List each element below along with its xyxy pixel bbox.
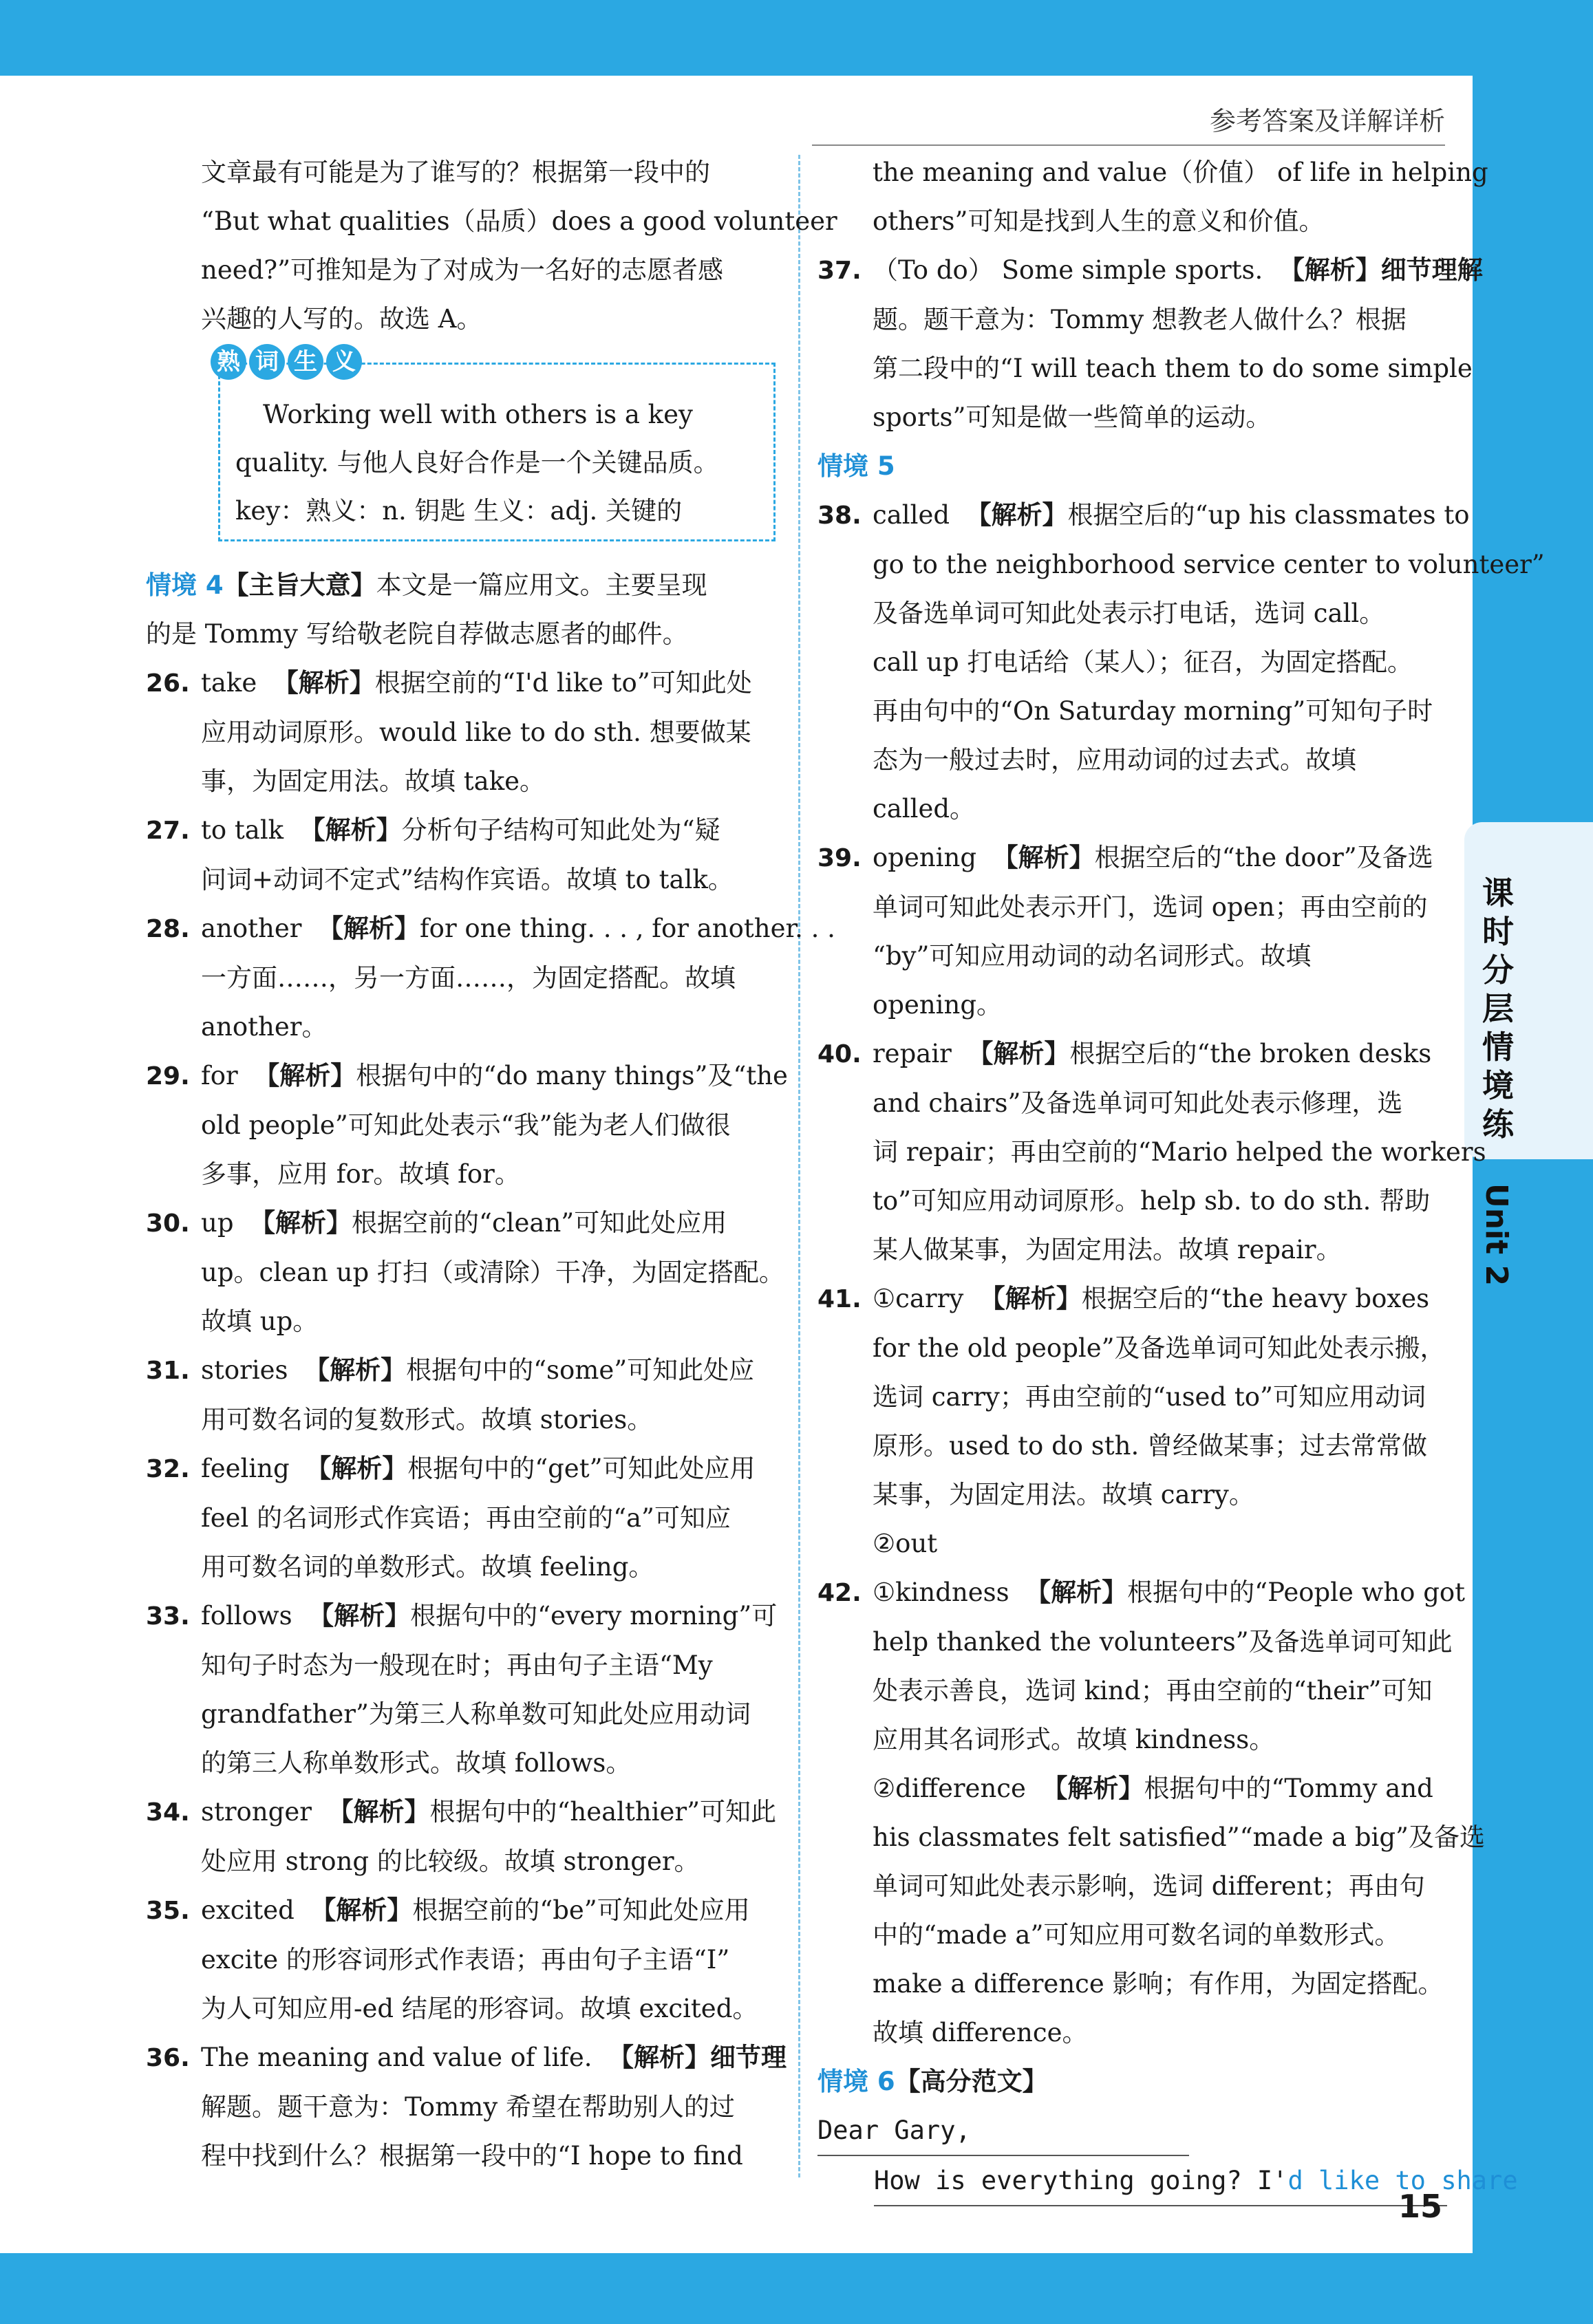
text-line: 第二段中的“I will teach them to do some simple xyxy=(873,354,1473,383)
letter-body-start: How is everything going? I' xyxy=(874,2166,1288,2195)
item-number: 33. xyxy=(146,1602,190,1631)
vocab-line: key：熟义：n. 钥匙 生义：adj. 关键的 xyxy=(235,496,683,526)
text-line: “by”可知应用动词的动名词形式。故填 xyxy=(873,941,1312,971)
vocab-label-char: 生 xyxy=(288,344,323,380)
text-line: 故填 up。 xyxy=(201,1306,319,1336)
item-tag: 【解析】 xyxy=(967,1039,1070,1068)
text-line: 文章最有可能是为了谁写的？根据第一段中的 xyxy=(201,158,710,187)
item-number: 42. xyxy=(817,1579,862,1607)
section-label: 情境 5 xyxy=(817,451,895,481)
text-line: 处表示善良，选词 kind；再由空前的“their”可知 xyxy=(873,1676,1433,1706)
answer-item xyxy=(146,658,779,708)
item-answer: up xyxy=(201,1208,234,1238)
text-line: and chairs”及备选单词可知此处表示修理，选 xyxy=(873,1088,1403,1118)
item-number: 34. xyxy=(146,1798,190,1827)
item-tag: 【解析】 xyxy=(1042,1774,1144,1803)
text-line: 事，为固定用法。故填 take。 xyxy=(201,766,546,796)
answer-item xyxy=(817,491,1470,540)
item-tag: 【解析】 xyxy=(328,1797,430,1827)
item-number: 32. xyxy=(146,1455,190,1483)
section-label: 情境 4 xyxy=(146,570,224,600)
text-line: 的第三人称单数形式。故填 follows。 xyxy=(201,1748,632,1778)
item-tag: 【解析】 xyxy=(992,843,1095,872)
text-line: grandfather”为第三人称单数可知此处应用动词 xyxy=(201,1699,751,1729)
text-line: 多事，应用 for。故填 for。 xyxy=(201,1159,520,1189)
text-line: 应用动词原形。would like to do sth. 想要做某 xyxy=(201,718,751,747)
section-5-heading xyxy=(817,442,1447,491)
text-line: 再由句中的“On Saturday morning”可知句子时 xyxy=(873,696,1433,726)
item-text: 根据句中的“some”可知此处应 xyxy=(406,1355,755,1385)
answer-item xyxy=(817,1568,1466,1617)
item-number: 41. xyxy=(817,1285,862,1313)
section-tag: 【高分范文】 xyxy=(895,2067,1048,2096)
item-text: 分析句子结构可知此处为“疑 xyxy=(401,815,720,845)
section-6-heading xyxy=(817,2057,1447,2106)
item-tag: 【解析】 xyxy=(979,1284,1082,1313)
header-title: 参考答案及详解详析 xyxy=(1209,106,1445,136)
answer-subitem xyxy=(817,1764,1447,1813)
item-answer: called xyxy=(873,500,950,530)
item-number: 36. xyxy=(146,2044,190,2072)
item-tag: 【解析】 xyxy=(306,1454,408,1483)
text-line: 处应用 strong 的比较级。故填 stronger。 xyxy=(201,1847,700,1876)
text-line: his classmates felt satisfied”“made a big”及备选 xyxy=(873,1822,1485,1852)
answer-list xyxy=(146,658,835,2180)
item-tag: 【解析】细节理 xyxy=(608,2043,787,2072)
text-line: 某事，为固定用法。故填 carry。 xyxy=(873,1480,1254,1509)
text-line: 原形。used to do sth. 曾经做某事；过去常常做 xyxy=(873,1431,1427,1461)
answer-item xyxy=(146,806,779,855)
section-tag: 【主旨大意】 xyxy=(223,570,376,600)
text-line: 知句子时态为一般现在时；再由句子主语“My xyxy=(201,1650,713,1680)
answer-item xyxy=(817,246,1483,295)
answer-item xyxy=(146,1886,779,1935)
item-answer: take xyxy=(201,668,257,698)
item-text: for one thing. . . , for another. . . xyxy=(419,914,835,943)
item-answer: ②difference xyxy=(873,1774,1026,1803)
item-answer: another xyxy=(201,914,302,943)
item-tag: 【解析】 xyxy=(250,1208,352,1238)
item-text: 根据空后的“up his classmates to xyxy=(1067,500,1470,530)
item-number: 29. xyxy=(146,1062,190,1090)
item-number: 28. xyxy=(146,915,190,943)
item-text: 根据空后的“the door”及备选 xyxy=(1094,843,1433,872)
item-answer: repair xyxy=(873,1039,952,1068)
text-line: 题。题干意为：Tommy 想教老人做什么？根据 xyxy=(873,305,1407,334)
letter-greeting-line xyxy=(817,2106,1447,2156)
item-answer: stronger xyxy=(201,1797,312,1827)
item-tag: 【解析】 xyxy=(1025,1578,1128,1607)
text-line: opening。 xyxy=(873,990,1003,1020)
item-text: 根据空前的“be”可知此处应用 xyxy=(412,1895,750,1925)
answer-item xyxy=(146,2033,787,2083)
text-line: 及备选单词可知此处表示打电话，选词 call。 xyxy=(873,599,1385,628)
answer-item xyxy=(146,1051,788,1101)
text-line: 态为一般过去时，应用动词的过去式。故填 xyxy=(873,745,1356,775)
letter-body-typed: d like to share xyxy=(1287,2166,1518,2195)
text-line: need?”可推知是为了对成为一名好的志愿者感 xyxy=(201,255,724,285)
answer-item xyxy=(817,1029,1447,1079)
header-rule xyxy=(812,144,1445,146)
item-text: 根据空前的“clean”可知此处应用 xyxy=(352,1208,727,1238)
text-line: help thanked the volunteers”及备选单词可知此 xyxy=(873,1627,1453,1657)
item-text: 根据句中的“Tommy and xyxy=(1144,1774,1433,1803)
text-line: 兴趣的人写的。故选 A。 xyxy=(201,304,482,334)
text-line: 某人做某事，为固定用法。故填 repair。 xyxy=(873,1235,1342,1265)
item-answer: feeling xyxy=(201,1454,290,1483)
item-tag: 【解析】细节理解 xyxy=(1279,255,1483,285)
item-text: 根据句中的“People who got xyxy=(1127,1578,1466,1607)
unit-label: Unit 2 xyxy=(1479,1183,1514,1287)
text-line: excite 的形容词形式作表语；再由句子主语“I” xyxy=(201,1945,730,1975)
answer-item xyxy=(146,1346,779,1395)
answer-item xyxy=(146,1444,779,1494)
text-line: 一方面……，另一方面……，为固定搭配。故填 xyxy=(201,963,736,993)
item-number: 40. xyxy=(817,1040,862,1068)
text-line: 的是 Tommy 写给敬老院自荐做志愿者的邮件。 xyxy=(146,619,688,649)
item-answer: （To do） Some simple sports. xyxy=(873,255,1263,285)
item-tag: 【解析】 xyxy=(254,1061,356,1090)
item-number: 39. xyxy=(817,844,862,872)
item-tag: 【解析】 xyxy=(308,1601,411,1631)
text-line: 解题。题干意为：Tommy 希望在帮助别人的过 xyxy=(201,2092,735,2122)
section-label: 情境 6 xyxy=(817,2067,895,2096)
answer-item xyxy=(817,833,1447,883)
answer-item xyxy=(146,904,835,954)
left-column xyxy=(146,148,837,2180)
text-line: to”可知应用动词原形。help sb. to do sth. 帮助 xyxy=(873,1186,1431,1216)
item-number: 35. xyxy=(146,1897,190,1925)
item-tag: 【解析】 xyxy=(310,1895,413,1925)
text-line: 应用其名词形式。故填 kindness。 xyxy=(873,1725,1275,1754)
text-line: 词 repair；再由空前的“Mario helped the workers xyxy=(873,1137,1486,1167)
item-tag: 【解析】 xyxy=(272,668,375,698)
item-tag: 【解析】 xyxy=(304,1355,407,1385)
column-divider xyxy=(798,155,800,2177)
item-text: 根据句中的“healthier”可知此 xyxy=(429,1797,777,1827)
answer-item xyxy=(146,1591,779,1641)
page-number: 15 xyxy=(1398,2188,1443,2225)
section-text: 本文是一篇应用文。主要呈现 xyxy=(376,570,707,600)
item-answer: to talk xyxy=(201,815,284,845)
item-text: 根据句中的“get”可知此处应用 xyxy=(407,1454,756,1483)
text-line: go to the neighborhood service center to volunteer” xyxy=(873,550,1545,579)
item-number: 26. xyxy=(146,669,190,698)
text-line: 为人可知应用-ed 结尾的形容词。故填 excited。 xyxy=(201,1994,758,2023)
text-line: 用可数名词的单数形式。故填 feeling。 xyxy=(201,1552,654,1582)
text-line: 程中找到什么？根据第一段中的“I hope to find xyxy=(201,2141,743,2171)
item-number: 37. xyxy=(817,257,862,285)
text-line: 故填 difference。 xyxy=(873,2018,1088,2047)
text-line: feel 的名词形式作宾语；再由空前的“a”可知应 xyxy=(201,1503,731,1533)
text-line: ②out xyxy=(873,1529,938,1558)
item-text: 根据空后的“the heavy boxes xyxy=(1081,1284,1430,1313)
text-line: 单词可知此处表示影响，选词 different；再由句 xyxy=(873,1871,1425,1901)
text-line: 选词 carry；再由空前的“used to”可知应用动词 xyxy=(873,1382,1426,1412)
section-4-heading xyxy=(146,561,779,610)
text-line: 问词+动词不定式”结构作宾语。故填 to talk。 xyxy=(201,865,734,894)
vocab-label-char: 词 xyxy=(249,344,285,380)
item-answer: ①carry xyxy=(873,1284,964,1313)
vocab-line: quality. 与他人良好合作是一个关键品质。 xyxy=(235,448,719,477)
text-line: the meaning and value（价值） of life in helping xyxy=(873,158,1488,187)
answer-item xyxy=(817,1274,1447,1324)
text-line: 中的“made a”可知应用可数名词的单数形式。 xyxy=(873,1920,1400,1950)
text-line: call up 打电话给（某人）；征召，为固定搭配。 xyxy=(873,647,1413,677)
vocab-line: Working well with others is a key xyxy=(263,400,693,429)
item-text: 根据句中的“every morning”可 xyxy=(410,1601,778,1631)
answer-item xyxy=(146,1787,779,1837)
text-line: 单词可知此处表示开门，选词 open；再由空前的 xyxy=(873,892,1428,922)
item-number: 31. xyxy=(146,1357,190,1385)
text-line: sports”可知是做一些简单的运动。 xyxy=(873,402,1272,432)
item-number: 27. xyxy=(146,817,190,845)
item-tag: 【解析】 xyxy=(299,815,402,845)
text-line: “But what qualities（品质）does a good volunteer xyxy=(201,206,837,236)
vocab-label xyxy=(211,344,362,380)
item-number: 38. xyxy=(817,502,862,530)
text-line: another。 xyxy=(201,1012,328,1042)
text-line: make a difference 影响；有作用，为固定搭配。 xyxy=(873,1969,1444,1999)
item-answer: The meaning and value of life. xyxy=(201,2043,592,2072)
item-number: 30. xyxy=(146,1209,190,1238)
vocab-label-char: 义 xyxy=(326,344,362,380)
item-tag: 【解析】 xyxy=(317,914,420,943)
side-tab-label: 课时分层情境练 xyxy=(1482,874,1514,1143)
vocab-label-char: 熟 xyxy=(211,344,246,380)
text-line: old people”可知此处表示“我”能为老人们做很 xyxy=(201,1110,731,1140)
letter-body-line xyxy=(874,2156,1518,2206)
item-answer: opening xyxy=(873,843,977,872)
letter-greeting: Dear Gary, xyxy=(817,2106,1189,2156)
item-text: 根据空后的“the broken desks xyxy=(1069,1039,1432,1068)
item-answer: for xyxy=(201,1061,238,1090)
text-line: called。 xyxy=(873,794,976,824)
item-answer: stories xyxy=(201,1355,288,1385)
item-text: 根据句中的“do many things”及“the xyxy=(356,1061,788,1090)
text-line: 用可数名词的复数形式。故填 stories。 xyxy=(201,1405,653,1434)
answer-item xyxy=(146,1198,779,1248)
item-answer: follows xyxy=(201,1601,292,1631)
text-line: up。clean up 打扫（或清除）干净，为固定搭配。 xyxy=(201,1258,784,1287)
item-answer: ①kindness xyxy=(873,1578,1009,1607)
item-text: 根据空前的“I'd like to”可知此处 xyxy=(374,668,752,698)
item-tag: 【解析】 xyxy=(965,500,1068,530)
item-answer: excited xyxy=(201,1895,295,1925)
text-line: others”可知是找到人生的意义和价值。 xyxy=(873,206,1325,236)
text-line: for the old people”及备选单词可知此处表示搬， xyxy=(873,1333,1446,1363)
vocab-box xyxy=(217,348,776,541)
bottom-bar xyxy=(0,2253,1593,2324)
